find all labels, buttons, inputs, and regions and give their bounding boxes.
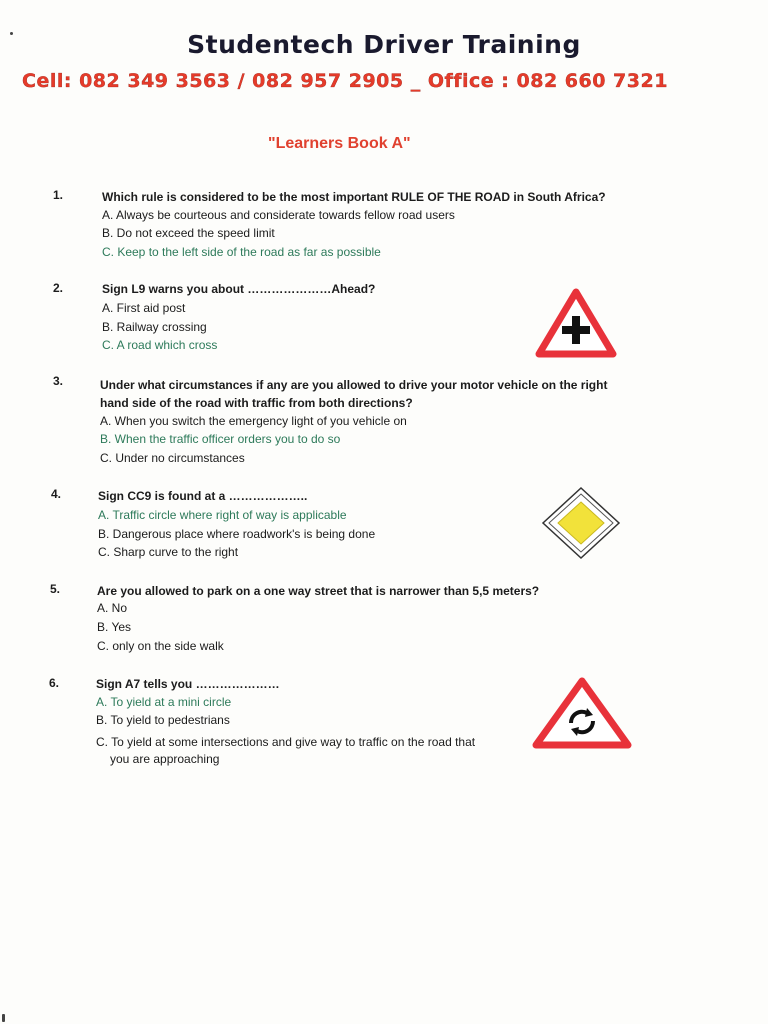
question-6-text: Sign A7 tells you ………………… [96, 677, 280, 691]
scan-speck [10, 32, 13, 35]
question-4-text: Sign CC9 is found at a ……………….. [98, 489, 308, 503]
scan-speck [2, 1014, 5, 1022]
priority-road-sign-icon [540, 485, 622, 561]
question-5-option-a: A. No [97, 601, 128, 615]
question-3-option-c: C. Under no circumstances [100, 451, 245, 465]
question-3-text-line-2: hand side of the road with traffic from both directions? [100, 396, 413, 410]
question-2-option-a: A. First aid post [102, 301, 186, 315]
question-5-number: 5. [50, 582, 61, 596]
question-3-number: 3. [53, 374, 64, 388]
mini-circle-warning-sign-icon [532, 677, 632, 749]
question-4-number: 4. [51, 487, 62, 501]
crossroad-warning-sign-icon [535, 288, 617, 358]
question-5-option-b: B. Yes [97, 620, 132, 634]
question-6-number: 6. [49, 676, 60, 690]
contact-line: Cell: 082 349 3563 / 082 957 2905 _ Office : 082 660 7321 [22, 70, 668, 92]
question-1-option-a: A. Always be courteous and considerate towards fellow road users [102, 208, 455, 222]
question-1-text: Which rule is considered to be the most important RULE OF THE ROAD in South Africa? [102, 190, 606, 204]
question-2-option-c: C. A road which cross [102, 338, 218, 352]
question-3-option-b: B. When the traffic officer orders you to do so [100, 432, 341, 446]
question-3-text-line-1: Under what circumstances if any are you allowed to drive your motor vehicle on the right [100, 378, 608, 392]
question-2-number: 2. [53, 281, 64, 295]
question-3-option-a: A. When you switch the emergency light of you vehicle on [100, 414, 407, 428]
question-5-option-c: C. only on the side walk [97, 639, 224, 653]
question-2-text: Sign L9 warns you about …………………Ahead? [102, 282, 376, 296]
question-1-option-b: B. Do not exceed the speed limit [102, 226, 275, 240]
question-1-number: 1. [53, 188, 64, 202]
question-4-option-a: A. Traffic circle where right of way is applicable [98, 508, 347, 522]
question-4-option-c: C. Sharp curve to the right [98, 545, 239, 559]
question-4-option-b: B. Dangerous place where roadwork's is being done [98, 527, 376, 541]
question-6-option-b: B. To yield to pedestrians [96, 713, 230, 727]
question-1-option-c: C. Keep to the left side of the road as far as possible [102, 245, 381, 259]
book-title: "Learners Book A" [268, 135, 411, 152]
question-6-option-a: A. To yield at a mini circle [96, 695, 232, 709]
question-6-option-c: C. To yield at some intersections and give way to traffic on the road that [96, 735, 476, 749]
question-2-option-b: B. Railway crossing [102, 320, 207, 334]
brand-title: Studentech Driver Training [187, 30, 581, 59]
question-6-option-c-continued: you are approaching [110, 752, 220, 766]
question-5-text: Are you allowed to park on a one way street that is narrower than 5,5 meters? [97, 584, 540, 598]
